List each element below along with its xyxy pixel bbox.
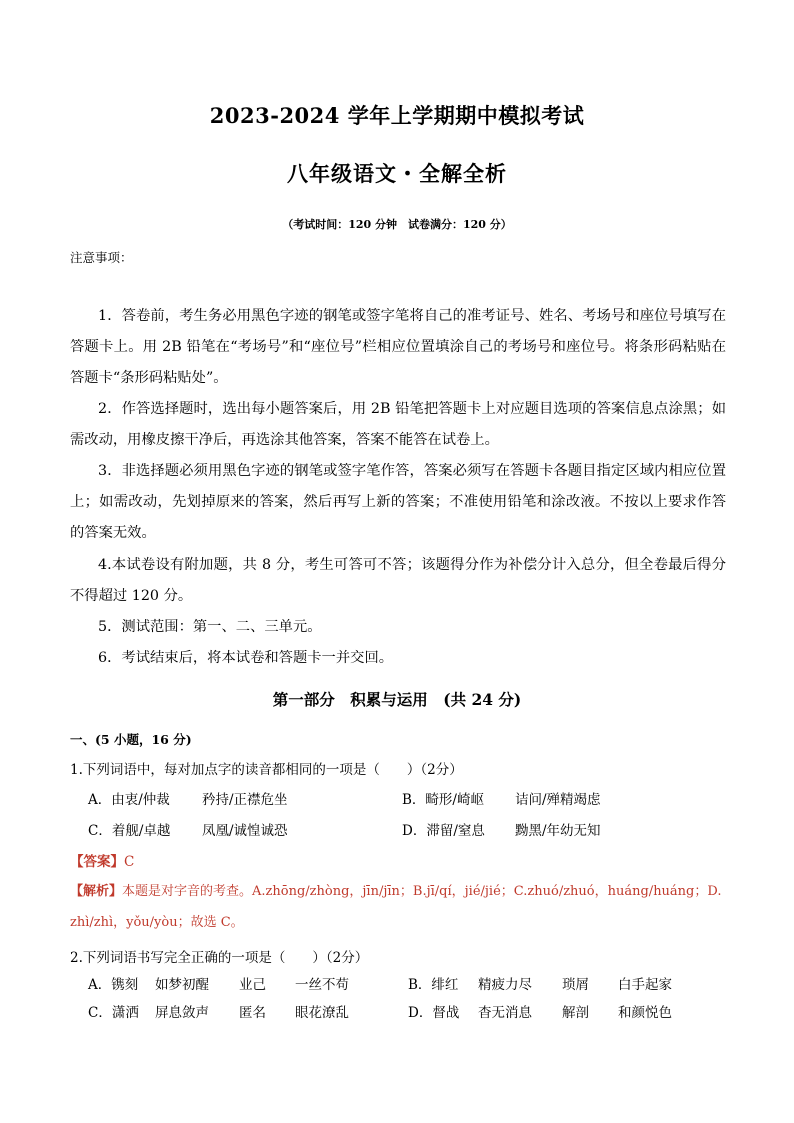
notice-item-3 bbox=[70, 456, 726, 549]
q2-option-b-word-2: 琐屑 bbox=[562, 977, 589, 993]
q2-option-a-word-2: 业己 bbox=[239, 977, 266, 993]
q2-option-a-word-1: 如梦初醒 bbox=[155, 977, 209, 993]
q1-analysis bbox=[70, 876, 726, 938]
q1-option-d-words: 黝黑/年幼无知 bbox=[515, 823, 601, 839]
analysis-tag: 【解析】 bbox=[70, 884, 123, 899]
exam-subtitle: 八年级语文・全解全析 bbox=[287, 161, 507, 186]
q2-option-d-word-3: 和颜悦色 bbox=[618, 1005, 672, 1021]
exam-info: （考试时间：120 分钟 试卷满分：120 分） bbox=[282, 218, 512, 231]
q2-option-c-label: C．潇洒 bbox=[88, 1005, 139, 1021]
q2-option-c-word-3: 眼花潦乱 bbox=[295, 1005, 349, 1021]
answer-tag: 【答案】 bbox=[70, 854, 124, 870]
q1-option-b-words: 诘问/殚精竭虑 bbox=[515, 792, 601, 808]
q2-option-a-word-3: 一丝不苟 bbox=[295, 977, 349, 993]
answer-value: C bbox=[124, 854, 135, 870]
notice-item-text: 3．非选择题必须用黑色字迹的钢笔或签字笔作答，答案必须写在答题卡各题目指定区域内相应位置上；如需改动，先划掉原来的答案，然后再写上新的答案；不准使用铅笔和涂改液。不按以上要求作答的答案无效。 bbox=[70, 463, 726, 541]
q2-option-d-word-2: 解剖 bbox=[562, 1005, 589, 1021]
q2-option-c-word-1: 屏息敛声 bbox=[155, 1005, 209, 1021]
notice-item-6 bbox=[70, 643, 726, 674]
q2-option-b-word-3: 白手起家 bbox=[618, 977, 672, 993]
q1-option-c-label: C．着舰/卓越 bbox=[88, 823, 171, 839]
q1-answer bbox=[70, 850, 134, 870]
q1-option-c-words: 凤凰/诚惶诚恐 bbox=[202, 823, 288, 839]
notice-item-text: 5．测试范围：第一、二、三单元。 bbox=[98, 619, 322, 635]
notice-item-1 bbox=[70, 301, 726, 394]
question-1-stem: 1.下列词语中，每对加点字的读音都相同的一项是（ ）（2分） bbox=[70, 762, 463, 778]
notice-item-2 bbox=[70, 394, 726, 456]
q2-option-b-label: B．绯红 bbox=[408, 977, 459, 993]
notice-item-text: 6．考试结束后，将本试卷和答题卡一并交回。 bbox=[98, 650, 394, 666]
q2-option-a-label: A．镌刻 bbox=[88, 977, 139, 993]
q1-option-d-label: D．滞留/窒息 bbox=[402, 823, 485, 839]
notice-item-text: 1．答卷前，考生务必用黑色字迹的钢笔或签字笔将自己的准考证号、姓名、考场号和座位号填写在答题卡上。用 2B 铅笔在“考场号”和“座位号”栏相应位置填涂自己的考场号和座位号。将条形码粘贴在答题卡“条形码粘贴处”。 bbox=[70, 308, 726, 386]
q1-option-a-label: A．由衷/仲裁 bbox=[88, 792, 170, 808]
q1-option-b-label: B．畸形/崎岖 bbox=[402, 792, 484, 808]
notice-heading: 注意事项： bbox=[70, 250, 133, 265]
exam-title: 2023-2024 学年上学期期中模拟考试 bbox=[209, 103, 585, 128]
q2-option-c-word-2: 匿名 bbox=[239, 1005, 266, 1021]
question-2-stem: 2.下列词语书写完全正确的一项是（ ）（2分） bbox=[70, 950, 369, 966]
q2-option-d-label: D．督战 bbox=[408, 1005, 460, 1021]
notice-item-text: 2．作答选择题时，选出每小题答案后，用 2B 铅笔把答题卡上对应题目选项的答案信息点涂黑；如需改动，用橡皮擦干净后，再选涂其他答案，答案不能答在试卷上。 bbox=[70, 401, 726, 448]
section-heading: 一、(5 小题，16 分) bbox=[70, 732, 192, 747]
notice-item-text: 4.本试卷设有附加题，共 8 分，考生可答可不答；该题得分作为补偿分计入总分，但全卷最后得分不得超过 120 分。 bbox=[70, 557, 726, 604]
analysis-text: 本题是对字音的考查。A.zhōng/zhòng，jīn/jīn；B.jī/qí，jié/jié；C.zhuó/zhuó，huáng/huáng；D.zhì/zhì，yǒu/yòu；故选 C。 bbox=[70, 884, 722, 930]
notice-item-5 bbox=[70, 612, 726, 643]
part-title: 第一部分 积累与运用 (共 24 分) bbox=[272, 690, 522, 709]
q1-option-a-words: 矜持/正襟危坐 bbox=[202, 792, 288, 808]
notice-item-4 bbox=[70, 550, 726, 612]
q2-option-b-word-1: 精疲力尽 bbox=[478, 977, 532, 993]
q2-option-d-word-1: 杳无消息 bbox=[478, 1005, 532, 1021]
